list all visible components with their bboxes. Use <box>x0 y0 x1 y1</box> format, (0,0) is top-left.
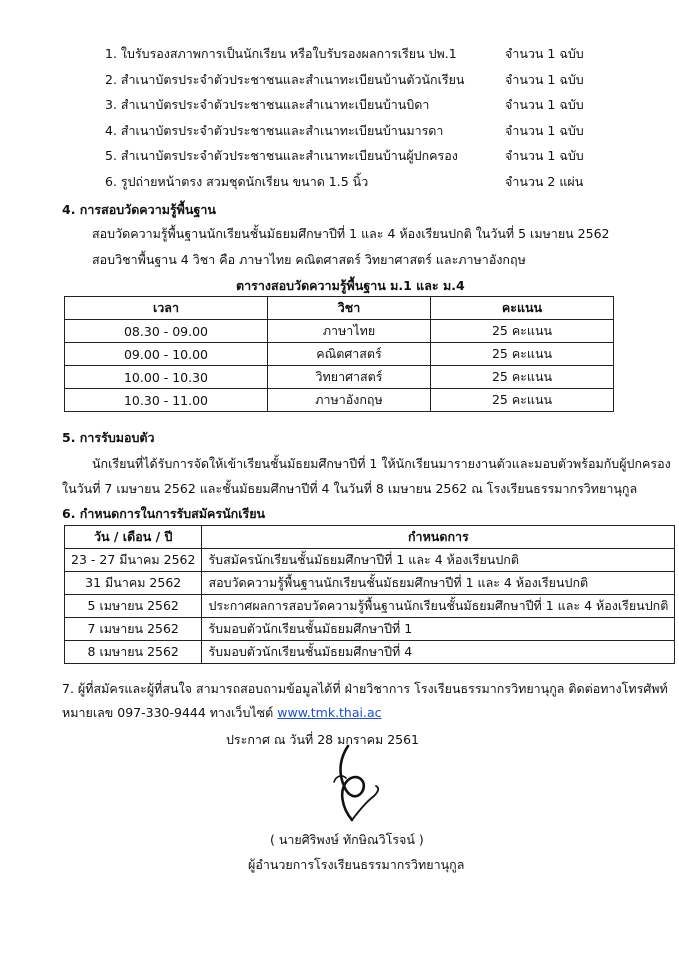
schedule-date-cell: 7 เมษายน 2562 <box>65 618 202 641</box>
document-item: 1. ใบรับรองสภาพการเป็นนักเรียน หรือใบรับรองผลการเรียน ปพ.1 <box>105 46 457 61</box>
exam-table-row <box>65 320 614 343</box>
exam-time-cell: 09.00 - 10.00 <box>65 343 268 366</box>
exam-header-subject: วิชา <box>268 297 431 320</box>
exam-table-title: ตารางสอบวัดความรู้พื้นฐาน ม.1 และ ม.4 <box>236 278 465 293</box>
document-item: 6. รูปถ่ายหน้าตรง สวมชุดนักเรียน ขนาด 1.5 นิ้ว <box>105 173 369 189</box>
document-item: 2. สำเนาบัตรประจำตัวประชาชนและสำเนาทะเบียนบ้านตัวนักเรียน <box>105 71 465 87</box>
exam-subject-cell: วิทยาศาสตร์ <box>268 366 431 389</box>
document-amount: จำนวน 1 ฉบับ <box>505 46 584 61</box>
section-4-line-1: สอบวัดความรู้พื้นฐานนักเรียนชั้นมัธยมศึกษาปีที่ 1 และ 4 ห้องเรียนปกติ ในวันที่ 5 เมษายน 2562 <box>92 226 610 241</box>
exam-time-cell: 10.30 - 11.00 <box>65 389 268 412</box>
exam-schedule-table <box>64 296 614 412</box>
exam-score-cell: 25 คะแนน <box>431 320 614 343</box>
schedule-task-cell: รับมอบตัวนักเรียนชั้นมัธยมศึกษาปีที่ 4 <box>202 641 675 664</box>
document-item: 4. สำเนาบัตรประจำตัวประชาชนและสำเนาทะเบียนบ้านมารดา <box>105 122 444 138</box>
exam-time-cell: 10.00 - 10.30 <box>65 366 268 389</box>
section-5-heading: 5. การรับมอบตัว <box>62 430 155 445</box>
schedule-date-cell: 23 - 27 มีนาคม 2562 <box>65 549 202 572</box>
schedule-date-cell: 8 เมษายน 2562 <box>65 641 202 664</box>
exam-table-row <box>65 389 614 412</box>
exam-header-score: คะแนน <box>431 297 614 320</box>
schedule-table-row <box>65 572 675 595</box>
exam-score-cell: 25 คะแนน <box>431 343 614 366</box>
document-amount: จำนวน 1 ฉบับ <box>505 71 584 87</box>
section-5-line-1: นักเรียนที่ได้รับการจัดให้เข้าเรียนชั้นมัธยมศึกษาปีที่ 1 ให้นักเรียนมารายงานตัวและมอบตัวพร้อมกับผู้ปกครอง <box>92 456 671 471</box>
document-amount: จำนวน 1 ฉบับ <box>505 122 584 138</box>
document-item: 3. สำเนาบัตรประจำตัวประชาชนและสำเนาทะเบียนบ้านบิดา <box>105 97 430 112</box>
exam-score-cell: 25 คะแนน <box>431 389 614 412</box>
schedule-date-cell: 31 มีนาคม 2562 <box>65 572 202 595</box>
exam-subject-cell: ภาษาไทย <box>268 320 431 343</box>
signer-title: ผู้อำนวยการโรงเรียนธรรมากรวิทยานุกูล <box>248 857 465 872</box>
schedule-table-row <box>65 549 675 572</box>
schedule-header-task: กำหนดการ <box>202 526 675 549</box>
website-link[interactable]: www.tmk.thai.ac <box>277 705 382 720</box>
exam-time-cell: 08.30 - 09.00 <box>65 320 268 343</box>
exam-table-row <box>65 343 614 366</box>
admission-schedule-table <box>64 525 675 664</box>
section-5-line-2: ในวันที่ 7 เมษายน 2562 และชั้นมัธยมศึกษาปีที่ 4 ในวันที่ 8 เมษายน 2562 ณ โรงเรียนธรรมากรวิทยานุกูล <box>62 481 638 496</box>
schedule-header-date: วัน / เดือน / ปี <box>65 526 202 549</box>
schedule-date-cell: 5 เมษายน 2562 <box>65 595 202 618</box>
signature-image <box>318 738 388 828</box>
schedule-task-cell: รับมอบตัวนักเรียนชั้นมัธยมศึกษาปีที่ 1 <box>202 618 675 641</box>
exam-table-row <box>65 366 614 389</box>
exam-table-header-row <box>65 297 614 320</box>
document-item: 5. สำเนาบัตรประจำตัวประชาชนและสำเนาทะเบียนบ้านผู้ปกครอง <box>105 148 458 163</box>
signer-name: ( นายศิริพงษ์ ทักษิณวิโรจน์ ) <box>270 832 424 847</box>
section-7-line-1: 7. ผู้ที่สมัครและผู้ที่สนใจ สามารถสอบถามข้อมูลได้ที่ ฝ่ายวิชาการ โรงเรียนธรรมากรวิทยานุกูล ติดต่อทางโทรศัพท์ <box>62 681 668 696</box>
exam-subject-cell: ภาษาอังกฤษ <box>268 389 431 412</box>
section-7-line-2 <box>62 703 382 723</box>
document-amount: จำนวน 2 แผ่น <box>505 173 584 189</box>
section-4-heading: 4. การสอบวัดความรู้พื้นฐาน <box>62 202 216 217</box>
schedule-table-header-row <box>65 526 675 549</box>
exam-subject-cell: คณิตศาสตร์ <box>268 343 431 366</box>
exam-score-cell: 25 คะแนน <box>431 366 614 389</box>
document-amount: จำนวน 1 ฉบับ <box>505 148 584 163</box>
section-6-heading: 6. กำหนดการในการรับสมัครนักเรียน <box>62 506 266 521</box>
schedule-table-row <box>65 618 675 641</box>
exam-header-time: เวลา <box>65 297 268 320</box>
schedule-table-row <box>65 641 675 664</box>
schedule-task-cell: สอบวัดความรู้พื้นฐานนักเรียนชั้นมัธยมศึกษาปีที่ 1 และ 4 ห้องเรียนปกติ <box>202 572 675 595</box>
contact-phone-text: หมายเลข 097-330-9444 ทางเว็บไซต์ <box>62 705 278 720</box>
schedule-task-cell: รับสมัครนักเรียนชั้นมัธยมศึกษาปีที่ 1 และ 4 ห้องเรียนปกติ <box>202 549 675 572</box>
section-4-line-2: สอบวิชาพื้นฐาน 4 วิชา คือ ภาษาไทย คณิตศาสตร์ วิทยาศาสตร์ และภาษาอังกฤษ <box>92 252 526 267</box>
schedule-table-row <box>65 595 675 618</box>
schedule-task-cell: ประกาศผลการสอบวัดความรู้พื้นฐานนักเรียนชั้นมัธยมศึกษาปีที่ 1 และ 4 ห้องเรียนปกติ <box>202 595 675 618</box>
document-amount: จำนวน 1 ฉบับ <box>505 97 584 112</box>
announcement-date: ประกาศ ณ วันที่ 28 มกราคม 2561 <box>226 732 420 747</box>
